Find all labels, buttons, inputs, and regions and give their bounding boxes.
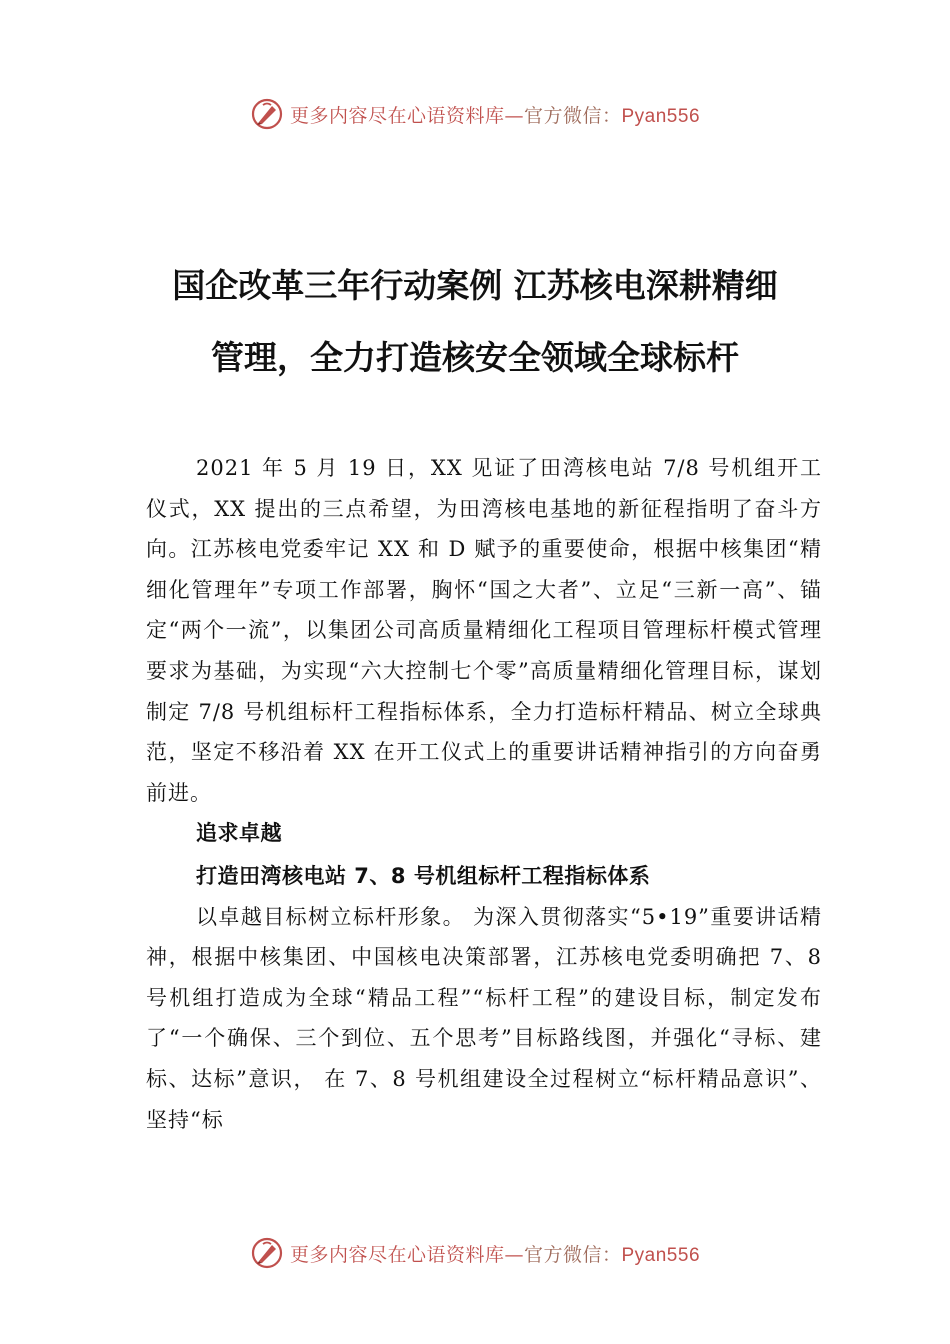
title-line-2: 管理，全力打造核安全领域全球标杆: [211, 338, 739, 377]
pen-nib-logo-icon: [250, 1236, 284, 1270]
title-line-1: 国企改革三年行动案例 江苏核电深耕精细: [172, 266, 778, 305]
watermark-text: 更多内容尽在心语资料库—官方微信：Pyan556: [289, 104, 701, 127]
document-title: [120, 250, 830, 394]
watermark-banner-top: [0, 94, 950, 134]
section-heading-1: 追求卓越: [196, 821, 282, 846]
document-body: [146, 448, 822, 1140]
paragraph-1: 2021 年 5 月 19 日，XX 见证了田湾核电站 7/8 号机组开工仪式，XX 提出的三点希望，为田湾核电基地的新征程指明了奋斗方向。江苏核电党委牢记 XX 和 D 赋予的重要使命，根据中核集团“精细化管理年”专项工作部署，胸怀“国之大者”、立足“三新一高”、锚定“两个一流”，以集团公司高质量精细化工程项目管理标杆模式管理要求为基础，为实现“六大控制七个零”高质量精细化管理目标，谋划制定 7/8 号机组标杆工程指标体系，全力打造标杆精品、树立全球典范，坚定不移沿着 XX 在开工仪式上的重要讲话精神指引的方向奋勇前进。: [146, 456, 823, 805]
watermark-banner-bottom: [0, 1233, 950, 1273]
paragraph-2: 以卓越目标树立标杆形象。 为深入贯彻落实“5•19”重要讲话精神，根据中核集团、中国核电决策部署，江苏核电党委明确把 7、8 号机组打造成为全球“精品工程”“标杆工程”的建设目标，制定发布了“一个确保、三个到位、五个思考”目标路线图，并强化“寻标、建标、达标”意识， 在 7、8 号机组建设全过程树立“标杆精品意识”、坚持“标: [146, 904, 822, 1132]
watermark-text: 更多内容尽在心语资料库—官方微信：Pyan556: [289, 1243, 701, 1266]
pen-nib-logo-icon: [250, 97, 284, 131]
section-heading-2: 打造田湾核电站 7、8 号机组标杆工程指标体系: [196, 863, 651, 888]
